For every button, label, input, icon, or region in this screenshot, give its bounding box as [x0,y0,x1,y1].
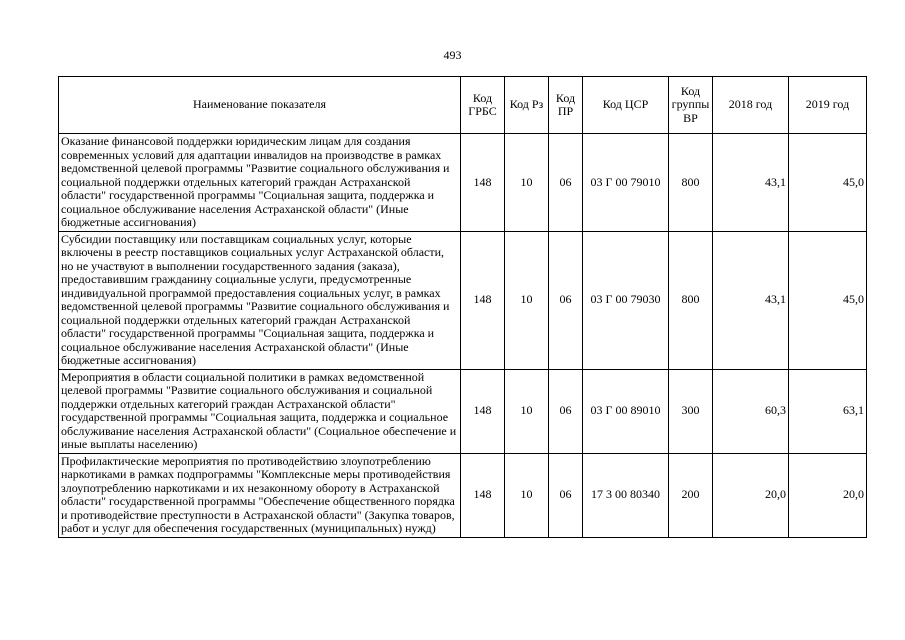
cell-csr: 17 3 00 80340 [583,453,669,537]
cell-rz: 10 [505,231,549,369]
cell-vr: 800 [669,231,713,369]
cell-name: Профилактические мероприятия по противодействию злоупотреблению наркотиками в рамках подпрограммы "Комплексные меры противодействия злоупотреблению наркотиками и их незаконному обороту в Астраханской области" государственной программы "Обеспечение общественного порядка и противодействие преступности в Астраханской области" (Закупка товаров, работ и услуг для обеспечения государственных (муниципальных) нужд) [59,453,461,537]
header-2019: 2019 год [789,77,867,134]
table-row [59,134,867,232]
cell-rz: 10 [505,369,549,453]
cell-name: Мероприятия в области социальной политики в рамках ведомственной целевой программы "Развитие социального обслуживания и социальной поддержки отдельных категорий граждан Астраханской области" государственной программы "Социальная защита, поддержка и социальное обслуживание населения Астраханской области" (Социальное обеспечение и иные выплаты населению) [59,369,461,453]
cell-pr: 06 [549,134,583,232]
cell-vr: 200 [669,453,713,537]
cell-2019: 20,0 [789,453,867,537]
cell-pr: 06 [549,231,583,369]
table-row [59,231,867,369]
cell-csr: 03 Г 00 79010 [583,134,669,232]
cell-2018: 43,1 [713,231,789,369]
header-name: Наименование показателя [59,77,461,134]
cell-rz: 10 [505,134,549,232]
header-2018: 2018 год [713,77,789,134]
cell-grbs: 148 [461,134,505,232]
cell-csr: 03 Г 00 89010 [583,369,669,453]
cell-grbs: 148 [461,231,505,369]
cell-pr: 06 [549,453,583,537]
header-pr: Код ПР [549,77,583,134]
header-vr: Код группы ВР [669,77,713,134]
table-row [59,369,867,453]
table-row [59,453,867,537]
cell-pr: 06 [549,369,583,453]
cell-2019: 45,0 [789,134,867,232]
cell-csr: 03 Г 00 79030 [583,231,669,369]
cell-grbs: 148 [461,369,505,453]
cell-name: Оказание финансовой поддержки юридическим лицам для создания современных условий для адаптации инвалидов на производстве в рамках ведомственной целевой программы "Развитие социального обслуживания и социальной поддержки отдельных категорий граждан Астраханской области" государственной программы "Социальная защита, поддержка и социальное обслуживание населения Астраханской области" (Иные бюджетные ассигнования) [59,134,461,232]
cell-2018: 20,0 [713,453,789,537]
cell-rz: 10 [505,453,549,537]
table-header [59,77,867,134]
budget-table [58,76,867,538]
cell-2018: 60,3 [713,369,789,453]
cell-vr: 300 [669,369,713,453]
page-number: 493 [443,48,462,62]
cell-vr: 800 [669,134,713,232]
header-grbs: Код ГРБС [461,77,505,134]
cell-name: Субсидии поставщику или поставщикам социальных услуг, которые включены в реестр поставщиков социальных услуг Астраханской области, но не участвуют в выполнении государственного задания (заказа), предоставившим гражданину социальные услуги, предусмотренные индивидуальной программой предоставления социальных услуг, в рамках ведомственной целевой программы "Развитие социального обслуживания и социальной поддержки отдельных категорий граждан Астраханской области" государственной программы "Социальная защита, поддержка и социальное обслуживание населения Астраханской области" (Иные бюджетные ассигнования) [59,231,461,369]
cell-2019: 45,0 [789,231,867,369]
cell-2019: 63,1 [789,369,867,453]
header-rz: Код Рз [505,77,549,134]
cell-2018: 43,1 [713,134,789,232]
header-csr: Код ЦСР [583,77,669,134]
cell-grbs: 148 [461,453,505,537]
